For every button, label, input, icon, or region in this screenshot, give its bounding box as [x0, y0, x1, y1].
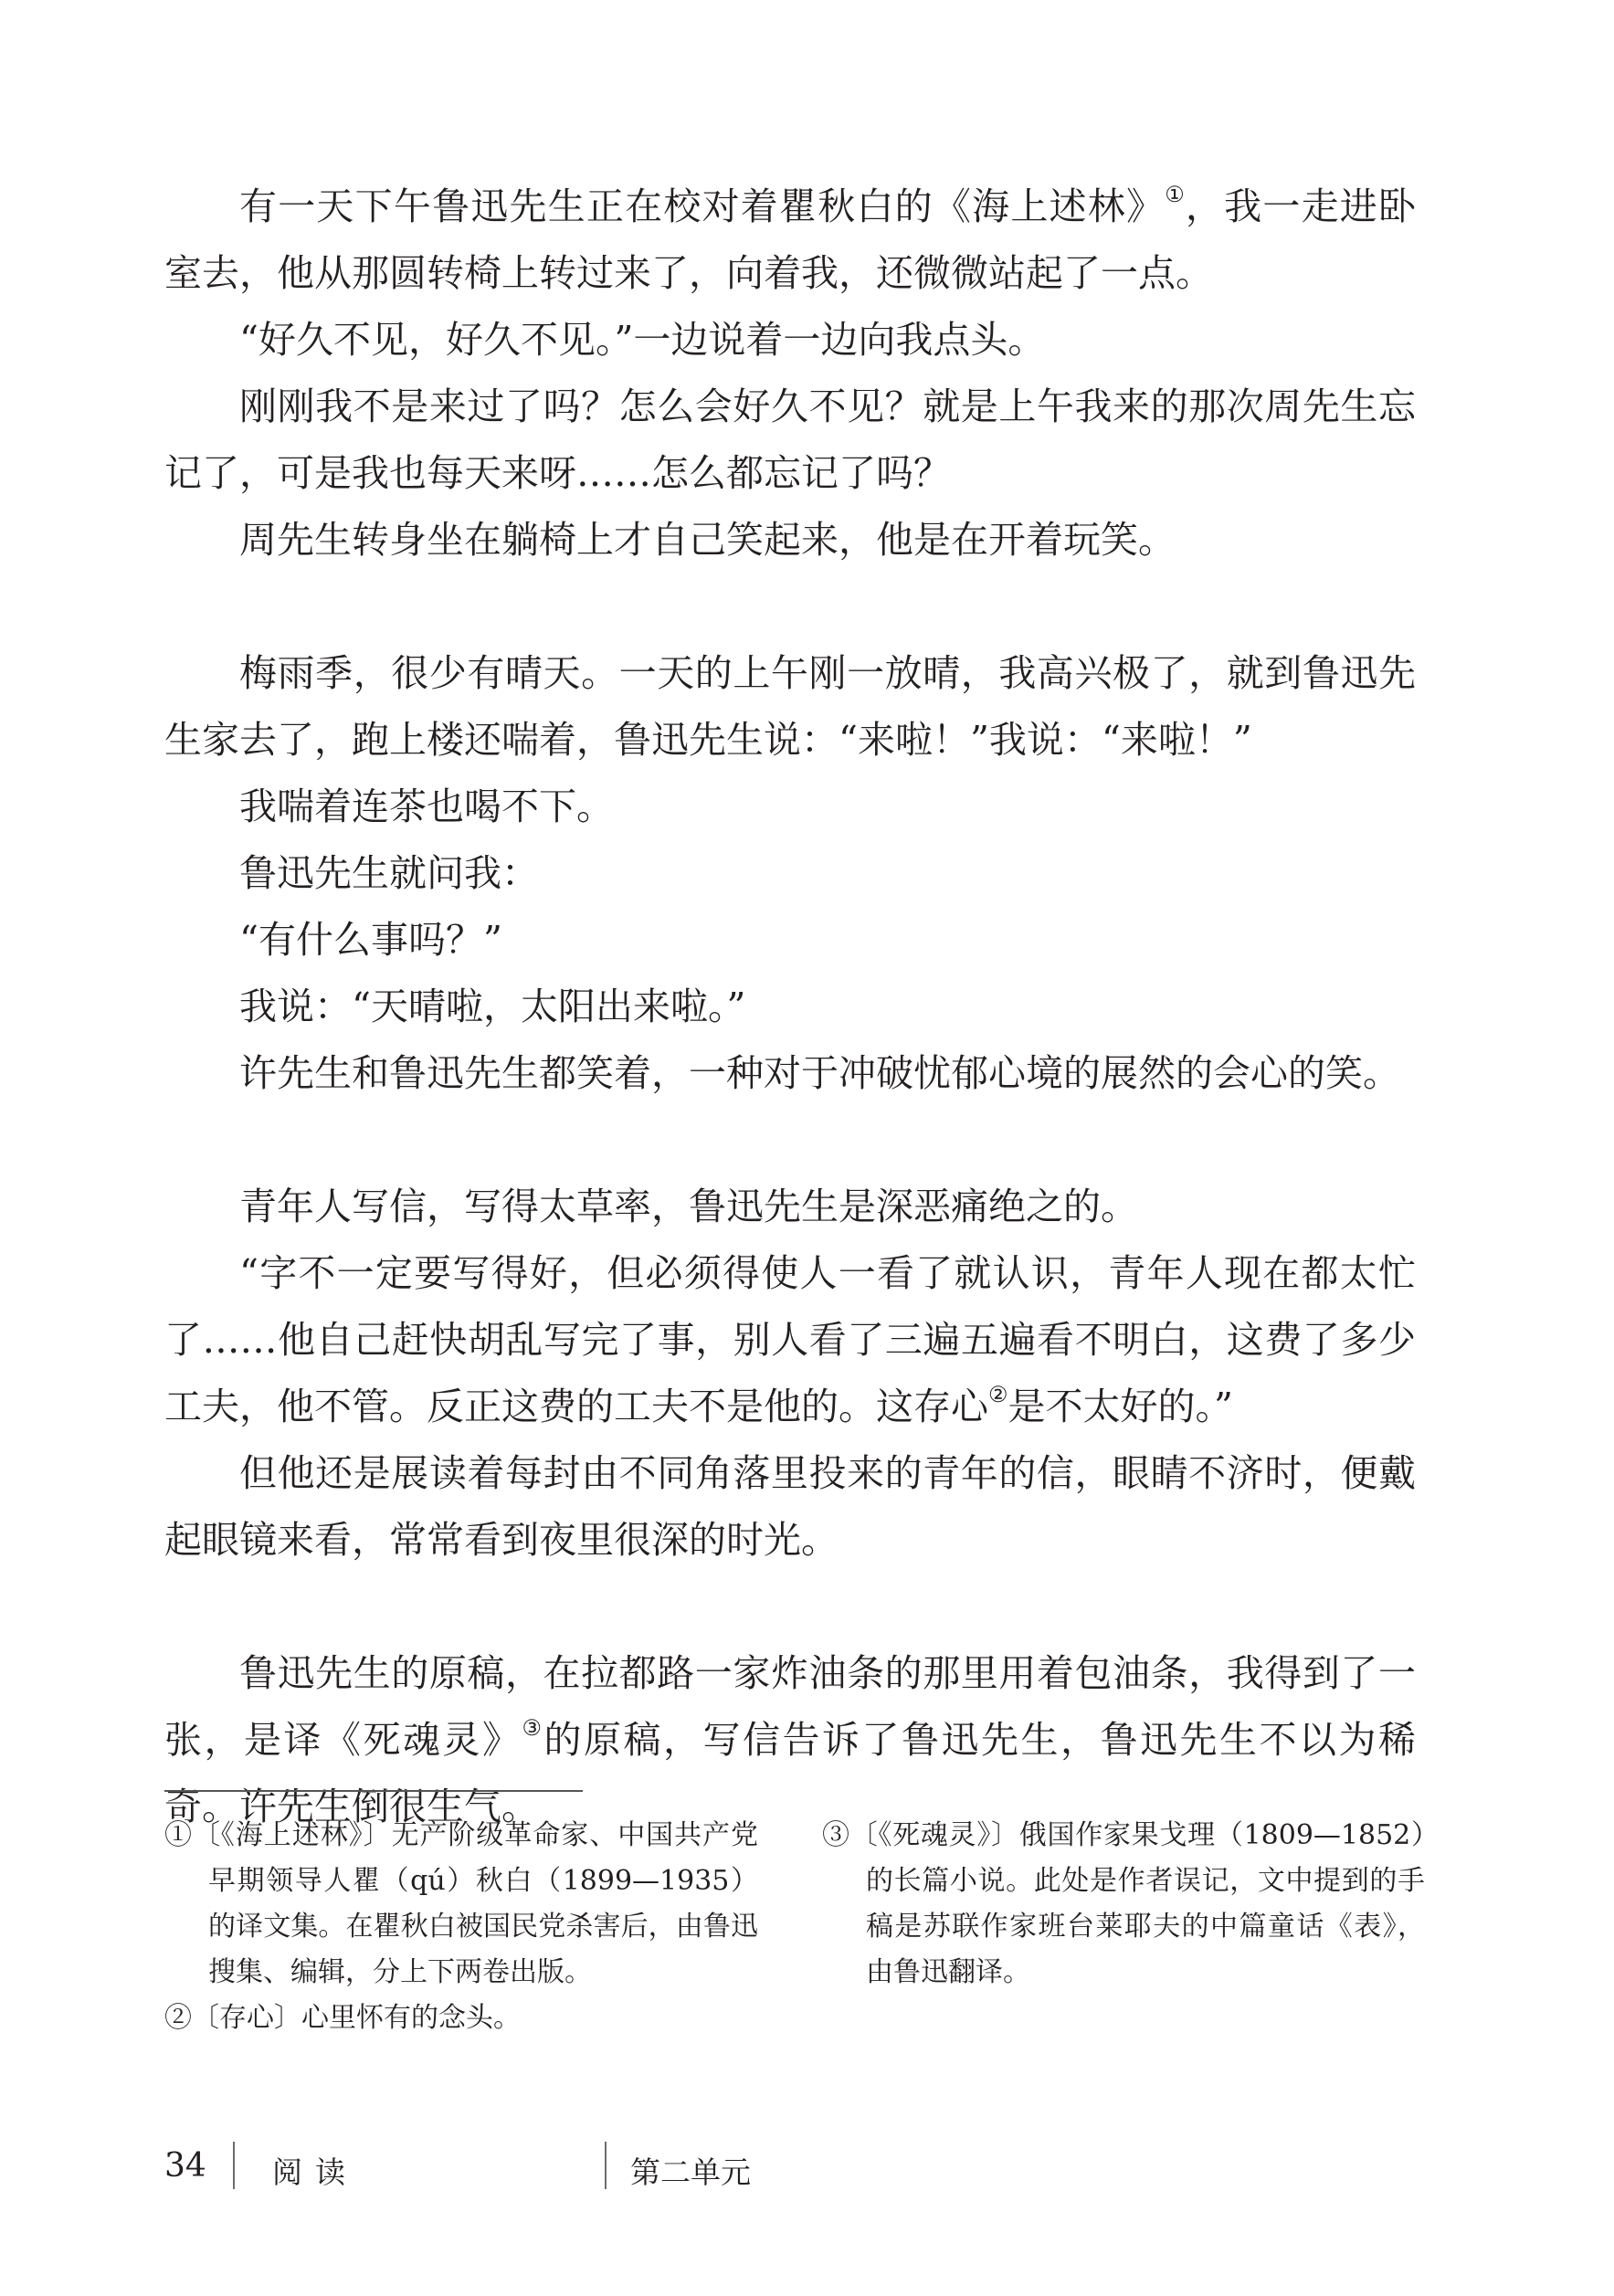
footer-section-label: 阅读 — [272, 2154, 358, 2190]
paragraph: “字不一定要写得好，但必须得使人一看了就认识，青年人现在都太忙了……他自己赶快胡乱写完了事，别人看了三遍五遍看不明白，这费了多少工夫，他不管。反正这费的工夫不是他的。这存心②是不太好的。” — [164, 1251, 1416, 1428]
paragraph: “好久不见，好久不见。”一边说着一边向我点头。 — [239, 318, 1046, 362]
main-text — [164, 174, 1416, 1840]
footnotes-right — [822, 1813, 1425, 1996]
footer-unit-label: 第二单元 — [630, 2154, 751, 2190]
page-footer — [0, 2142, 1614, 2196]
paragraph: 梅雨季，很少有晴天。一天的上午刚一放晴，我高兴极了，就到鲁迅先生家去了，跑上楼还喘着，鲁迅先生说：“来啦！”我说：“来啦！” — [164, 651, 1416, 762]
footnote-2: ②〔存心〕心里怀有的念头。 — [164, 2002, 521, 2034]
paragraph: 我说：“天晴啦，太阳出来啦。” — [239, 985, 746, 1028]
paragraph: 青年人写信，写得太草率，鲁迅先生是深恶痛绝之的。 — [239, 1185, 1138, 1228]
footer-divider — [233, 2142, 235, 2189]
footnote-marker: ① — [1165, 182, 1186, 208]
footer-divider — [605, 2142, 607, 2189]
paragraph: 鲁迅先生就问我： — [239, 851, 539, 895]
paragraph: 周先生转身坐在躺椅上才自己笑起来，他是在开着玩笑。 — [239, 518, 1176, 562]
paragraph: “有什么事吗？” — [239, 918, 502, 962]
footnote-3: ③〔《死魂灵》〕俄国作家果戈理（1809—1852）的长篇小说。此处是作者误记，文中提到的手稿是苏联作家班台莱耶夫的中篇童话《表》，由鲁迅翻译。 — [822, 1819, 1425, 1988]
footnote-1: ①〔《海上述林》〕无产阶级革命家、中国共产党早期领导人瞿（qú）秋白（1899—1935）的译文集。在瞿秋白被国民党杀害后，由鲁迅搜集、编辑，分上下两卷出版。 — [164, 1819, 758, 1988]
paragraph: 但他还是展读着每封由不同角落里投来的青年的信，眼睛不济时，便戴起眼镜来看，常常看到夜里很深的时光。 — [164, 1451, 1416, 1562]
footnotes-left — [164, 1813, 758, 2041]
paragraph: 鲁迅先生的原稿，在拉都路一家炸油条的那里用着包油条，我得到了一张，是译《死魂灵》③的原稿，写信告诉了鲁迅先生，鲁迅先生不以为稀奇。许先生倒很生气。 — [164, 1651, 1417, 1828]
paragraph: 我喘着连茶也喝不下。 — [239, 785, 614, 828]
paragraph: 刚刚我不是来过了吗？怎么会好久不见？就是上午我来的那次周先生忘记了，可是我也每天来呀……怎么都忘记了吗？ — [164, 384, 1416, 495]
footnote-marker: ② — [988, 1382, 1008, 1408]
paragraph: 有一天下午鲁迅先生正在校对着瞿秋白的《海上述林》①，我一走进卧室去，他从那圆转椅上转过来了，向着我，还微微站起了一点。 — [164, 182, 1417, 295]
footnote-divider — [164, 1790, 583, 1792]
paragraph: 许先生和鲁迅先生都笑着，一种对于冲破忧郁心境的展然的会心的笑。 — [239, 1051, 1400, 1095]
footnote-marker: ③ — [522, 1715, 544, 1742]
page-number: 34 — [164, 2147, 206, 2185]
